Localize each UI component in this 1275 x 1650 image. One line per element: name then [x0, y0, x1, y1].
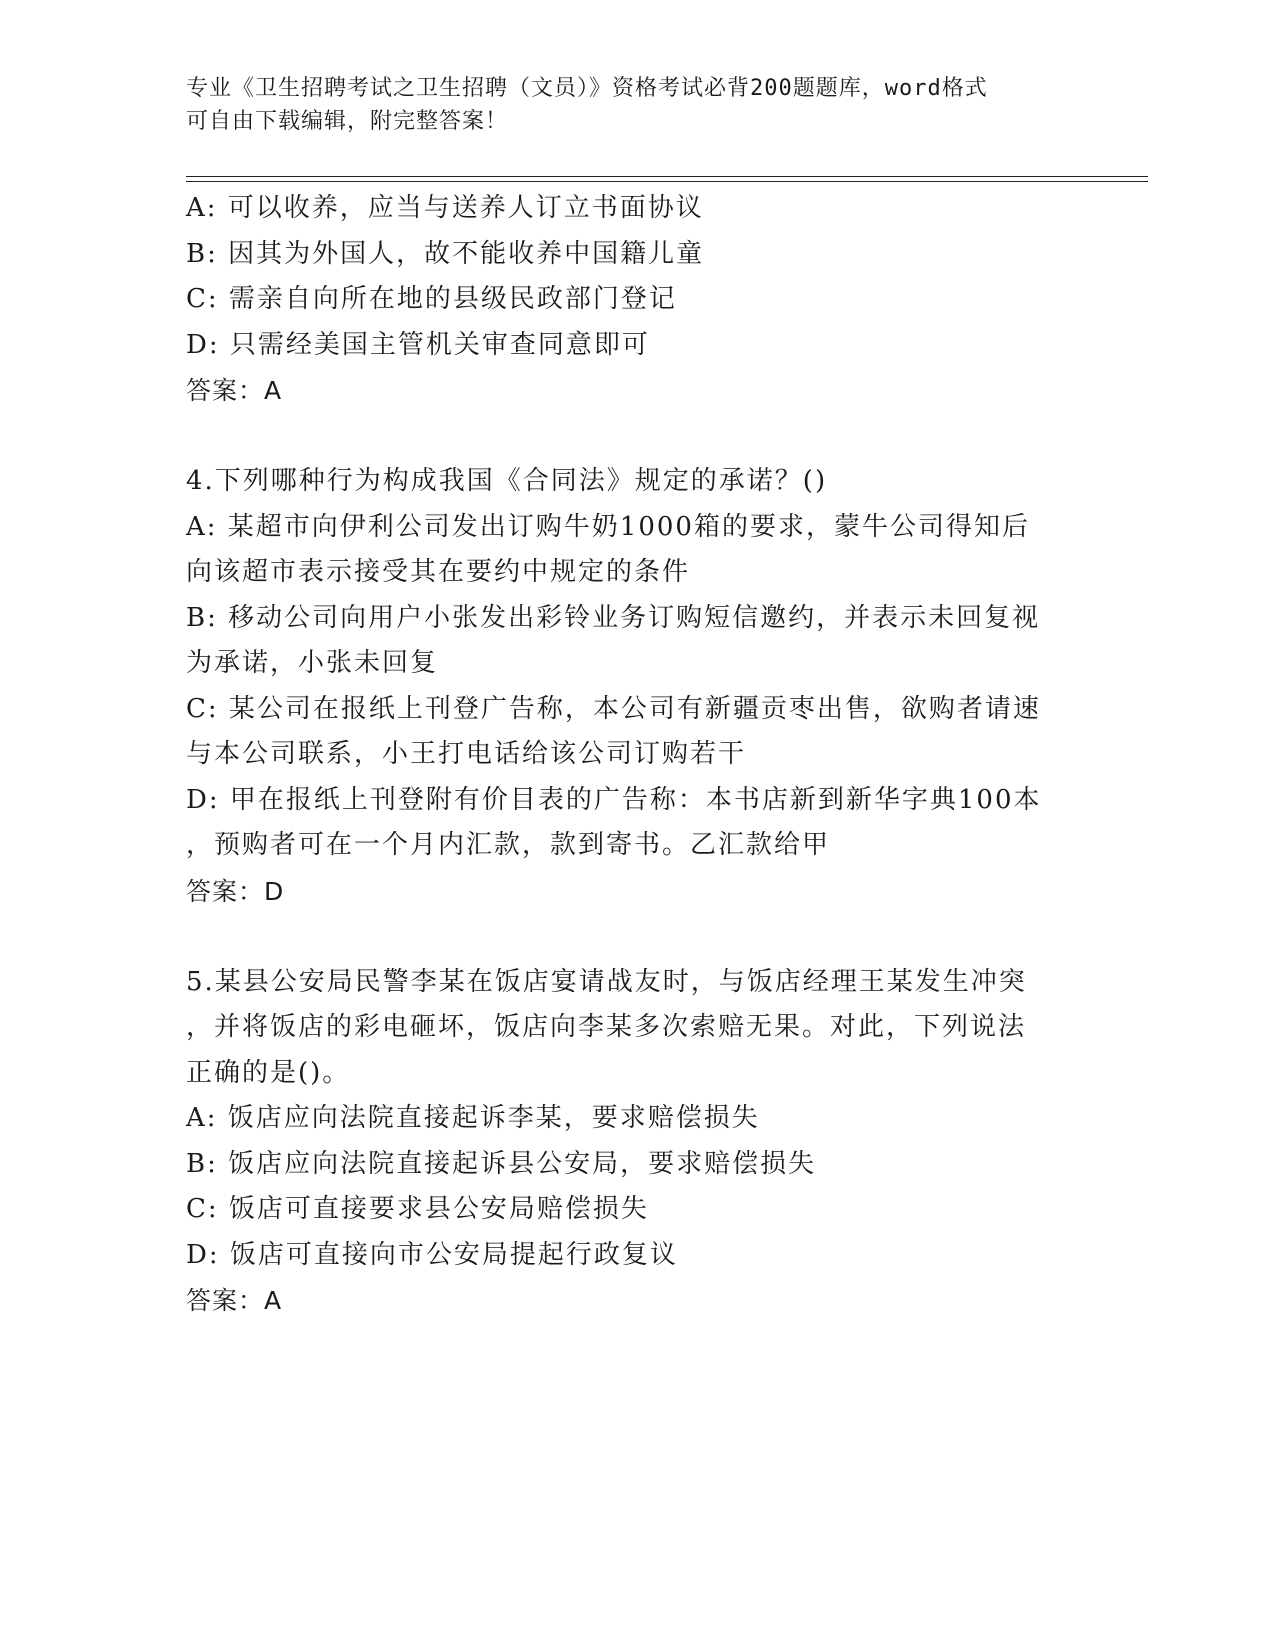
spacer [186, 414, 1066, 460]
q4-option-c-line-1: C: 某公司在报纸上刊登广告称，本公司有新疆贡枣出售，欲购者请速 [186, 693, 1041, 724]
q4-option-d-line-1: D: 甲在报纸上刊登附有价目表的广告称：本书店新到新华字典100本 [186, 784, 1042, 815]
spacer [186, 914, 1066, 960]
header-line-2: 可自由下载编辑，附完整答案！ [186, 109, 509, 134]
q4-question: 4.下列哪种行为构成我国《合同法》规定的承诺？() [186, 466, 828, 496]
q4-option-d-line-2: ，预购者可在一个月内汇款，款到寄书。乙汇款给甲 [186, 830, 831, 860]
page-header [186, 72, 1066, 138]
q5-option-d: D: 饭店可直接向市公安局提起行政复议 [186, 1239, 678, 1270]
question-4-block [186, 459, 1066, 914]
q5-question-line-2: ，并将饭店的彩电砸坏，饭店向李某多次索赔无果。对此，下列说法 [186, 1012, 1027, 1042]
q4-answer: 答案：D [186, 876, 285, 906]
q3-option-d: D: 只需经美国主管机关审查同意即可 [186, 329, 650, 360]
q5-option-b: B: 饭店应向法院直接起诉县公安局，要求赔偿损失 [186, 1148, 817, 1179]
q3-option-c: C: 需亲自向所在地的县级民政部门登记 [186, 284, 677, 314]
q4-option-a-line-2: 向该超市表示接受其在要约中规定的条件 [186, 557, 691, 587]
q5-question-line-1: 5.某县公安局民警李某在饭店宴请战友时，与饭店经理王某发生冲突 [186, 966, 1027, 997]
q3-answer: 答案：A [186, 376, 283, 405]
q4-option-c-line-2: 与本公司联系，小王打电话给该公司订购若干 [186, 739, 747, 769]
header-divider [186, 176, 1148, 182]
q5-answer: 答案：A [186, 1286, 283, 1315]
q5-question-line-3: 正确的是()。 [186, 1057, 351, 1088]
question-5-block [186, 960, 1066, 1324]
question-3-block [186, 186, 1066, 414]
q4-option-b-line-2: 为承诺，小张未回复 [186, 648, 439, 678]
q5-option-c: C: 饭店可直接要求县公安局赔偿损失 [186, 1194, 649, 1224]
question-content [186, 186, 1066, 1324]
q4-option-a-line-1: A: 某超市向伊利公司发出订购牛奶1000箱的要求，蒙牛公司得知后 [186, 511, 1030, 542]
q3-option-a: A: 可以收养，应当与送养人订立书面协议 [186, 193, 704, 223]
header-line-1: 专业《卫生招聘考试之卫生招聘（文员）》资格考试必背200题题库，word格式 [186, 76, 988, 101]
q3-option-b: B: 因其为外国人，故不能收养中国籍儿童 [186, 238, 705, 269]
q4-option-b-line-1: B: 移动公司向用户小张发出彩铃业务订购短信邀约，并表示未回复视 [186, 602, 1041, 633]
q5-option-a: A: 饭店应向法院直接起诉李某，要求赔偿损失 [186, 1103, 760, 1133]
